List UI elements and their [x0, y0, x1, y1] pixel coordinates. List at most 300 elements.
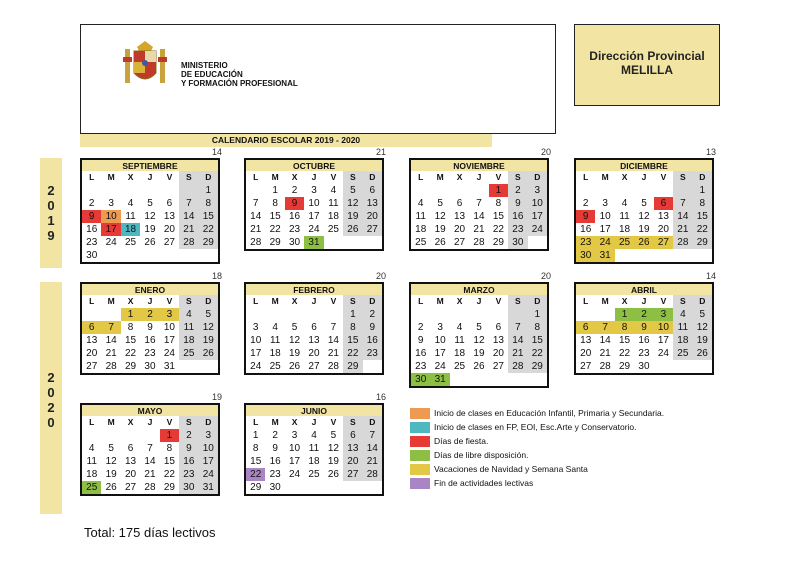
day-cell: 10 [654, 321, 673, 334]
day-cell: 19 [693, 334, 712, 347]
day-cell: 6 [495, 322, 502, 333]
day-cell: 11 [673, 321, 692, 334]
city-label: MELILLA [621, 63, 673, 77]
day-cell: 16 [415, 348, 427, 359]
day-cell: 26 [634, 236, 653, 249]
day-cell: 27 [86, 361, 98, 372]
day-cell: 24 [105, 237, 117, 248]
day-cell: 10 [528, 197, 547, 210]
total-days: Total: 175 días lectivos [84, 525, 216, 540]
month-octubre [244, 158, 384, 251]
day-cell: 20 [343, 455, 362, 468]
day-cell: 23 [363, 347, 382, 360]
day-cell: 18 [454, 348, 466, 359]
day-cell: 11 [179, 321, 198, 334]
day-cell: 19 [343, 210, 362, 223]
ministry-line: MINISTERIO [181, 61, 228, 70]
month-noviembre [409, 158, 549, 251]
day-cell: 6 [654, 197, 673, 210]
month-septiembre [80, 158, 220, 264]
day-cell: 5 [330, 430, 337, 441]
year-label-2020 [40, 282, 62, 514]
legend-swatch [410, 422, 430, 433]
month-title: OCTUBRE [246, 160, 382, 171]
day-cell: 21 [144, 469, 156, 480]
day-cell: 13 [125, 456, 137, 467]
day-cell: 24 [163, 348, 175, 359]
day-cell: 20 [657, 224, 669, 235]
day-cell: 8 [495, 198, 502, 209]
day-cell: 12 [327, 443, 339, 454]
legend-label: Fin de actividades lectivas [434, 478, 534, 488]
weekday-header: J [641, 172, 647, 182]
day-cell: 18 [619, 224, 631, 235]
day-cell: 6 [127, 443, 134, 454]
day-cell: 7 [101, 321, 120, 334]
month-count-febrero: 20 [375, 271, 386, 281]
weekday-header: J [147, 296, 153, 306]
day-cell: 4 [456, 322, 463, 333]
day-cell: 26 [327, 469, 339, 480]
day-cell: 8 [127, 322, 134, 333]
day-cell: 4 [311, 430, 317, 441]
day-cell: 28 [179, 236, 198, 249]
day-cell: 10 [101, 210, 120, 223]
day-cell: 15 [163, 456, 175, 467]
weekday-header: V [660, 172, 667, 182]
day-cell: 13 [363, 197, 382, 210]
day-cell: 23 [179, 468, 198, 481]
day-cell: 24 [289, 469, 301, 480]
day-cell: 10 [199, 442, 218, 455]
day-cell: 4 [417, 198, 424, 209]
day-cell: 28 [673, 236, 692, 249]
weekday-header: D [199, 295, 218, 308]
weekday-header: V [330, 296, 337, 306]
day-cell: 16 [638, 335, 650, 346]
day-cell: 7 [508, 321, 527, 334]
day-cell: 30 [269, 482, 281, 493]
legend-label: Inicio de clases en Educación Infantil, Primaria y Secundaria. [434, 408, 665, 418]
day-cell: 27 [125, 482, 137, 493]
day-cell: 17 [163, 335, 175, 346]
day-cell: 3 [602, 198, 608, 209]
day-cell: 7 [673, 197, 692, 210]
empty-cell [595, 184, 614, 197]
day-cell: 2 [291, 185, 298, 196]
month-count-noviembre: 20 [540, 147, 551, 157]
day-cell: 25 [415, 237, 427, 248]
weekday-header: M [107, 417, 115, 427]
legend-label: Inicio de clases en FP, EOI, Esc.Arte y Conservatorio. [434, 422, 637, 432]
weekday-header: M [436, 296, 444, 306]
day-cell: 30 [179, 481, 198, 494]
day-cell: 30 [411, 373, 430, 386]
day-cell: 13 [492, 335, 504, 346]
day-cell: 9 [179, 442, 198, 455]
weekday-header: L [253, 172, 259, 182]
weekday-header: S [343, 295, 362, 308]
day-cell: 7 [363, 429, 382, 442]
day-cell: 8 [166, 443, 173, 454]
weekday-header: X [621, 296, 628, 306]
weekday-header: M [271, 296, 279, 306]
weekday-header: V [330, 417, 337, 427]
day-cell: 26 [473, 361, 485, 372]
day-cell: 29 [125, 361, 137, 372]
weekday-header: X [456, 172, 463, 182]
legend-swatch [410, 478, 430, 489]
weekday-header: V [495, 172, 502, 182]
day-cell: 9 [363, 321, 382, 334]
day-cell: 4 [330, 185, 337, 196]
day-cell: 16 [179, 455, 198, 468]
month-count-octubre: 21 [375, 147, 386, 157]
day-cell: 11 [328, 198, 339, 209]
legend-label: Días de fiesta. [434, 436, 489, 446]
day-cell: 21 [327, 348, 339, 359]
day-cell: 3 [252, 322, 259, 333]
empty-cell [101, 308, 120, 321]
day-cell: 5 [641, 198, 647, 209]
day-cell: 5 [437, 198, 443, 209]
day-cell: 30 [576, 249, 595, 262]
day-cell: 18 [415, 224, 427, 235]
day-cell: 1 [693, 184, 712, 197]
day-cell: 18 [327, 211, 339, 222]
day-cell: 31 [595, 249, 614, 262]
empty-cell [121, 429, 140, 442]
month-abril [574, 282, 714, 375]
day-cell: 9 [634, 321, 653, 334]
empty-cell [450, 308, 469, 321]
day-cell: 4 [88, 443, 95, 454]
day-cell: 6 [166, 198, 173, 209]
day-cell: 12 [638, 211, 650, 222]
day-cell: 7 [179, 197, 198, 210]
day-cell: 22 [125, 348, 137, 359]
legend-swatch [410, 436, 430, 447]
day-cell: 6 [343, 429, 362, 442]
day-cell: 15 [619, 335, 631, 346]
day-cell: 21 [473, 224, 485, 235]
legend-item [410, 406, 664, 420]
day-cell: 9 [82, 210, 101, 223]
day-cell: 25 [125, 237, 137, 248]
year-digit: 2 [47, 370, 55, 385]
month-title: MARZO [411, 284, 547, 295]
empty-cell [285, 308, 304, 321]
day-cell: 22 [528, 347, 547, 360]
empty-cell [411, 308, 430, 321]
month-grid [411, 171, 547, 249]
day-cell: 1 [343, 308, 362, 321]
day-cell: 1 [199, 184, 218, 197]
month-title: ABRIL [576, 284, 712, 295]
month-title: ENERO [82, 284, 218, 295]
day-cell: 25 [615, 236, 634, 249]
day-cell: 10 [599, 211, 611, 222]
day-cell: 11 [86, 456, 97, 467]
empty-cell [101, 184, 120, 197]
weekday-header: V [166, 172, 173, 182]
day-cell: 23 [508, 223, 527, 236]
day-cell: 27 [308, 361, 320, 372]
day-cell: 30 [144, 361, 156, 372]
day-cell: 24 [657, 348, 669, 359]
day-cell: 2 [634, 308, 653, 321]
weekday-header: V [330, 172, 337, 182]
weekday-header: D [528, 295, 547, 308]
day-cell: 27 [580, 361, 592, 372]
day-cell: 22 [343, 347, 362, 360]
weekday-header: J [476, 296, 482, 306]
weekday-header: V [495, 296, 502, 306]
day-cell: 1 [615, 308, 634, 321]
day-cell: 2 [179, 429, 198, 442]
day-cell: 10 [250, 335, 262, 346]
year-digit: 1 [47, 213, 55, 228]
month-febrero [244, 282, 384, 375]
weekday-header: M [601, 172, 609, 182]
year-digit: 2 [47, 400, 55, 415]
day-cell: 20 [580, 348, 592, 359]
empty-cell [615, 184, 634, 197]
weekday-header: M [601, 296, 609, 306]
day-cell: 23 [576, 236, 595, 249]
day-cell: 27 [363, 223, 382, 236]
day-cell: 23 [289, 224, 301, 235]
day-cell: 13 [580, 335, 592, 346]
month-enero [80, 282, 220, 375]
weekday-header: S [508, 295, 527, 308]
empty-cell [265, 308, 284, 321]
day-cell: 21 [105, 348, 117, 359]
day-cell: 3 [437, 322, 443, 333]
day-cell: 24 [308, 224, 320, 235]
day-cell: 18 [179, 334, 198, 347]
day-cell: 24 [199, 468, 218, 481]
day-cell: 19 [289, 348, 301, 359]
weekday-header: L [253, 296, 259, 306]
day-cell: 4 [272, 322, 278, 333]
day-cell: 21 [599, 348, 611, 359]
day-cell: 29 [492, 237, 504, 248]
day-cell: 5 [108, 443, 114, 454]
weekday-header: X [621, 172, 628, 182]
day-cell: 28 [144, 482, 156, 493]
legend-item [410, 476, 664, 490]
day-cell: 9 [417, 335, 424, 346]
day-cell: 31 [199, 481, 218, 494]
year-digit: 0 [47, 385, 55, 400]
day-cell: 27 [163, 237, 175, 248]
day-cell: 25 [269, 361, 281, 372]
weekday-header: M [436, 172, 444, 182]
weekday-header: D [199, 171, 218, 184]
legend-label: Días de libre disposición. [434, 450, 529, 460]
month-count-abril: 14 [705, 271, 716, 281]
day-cell: 17 [657, 335, 669, 346]
day-cell: 8 [343, 321, 362, 334]
day-cell: 8 [252, 443, 259, 454]
weekday-header: L [89, 296, 95, 306]
day-cell: 11 [125, 211, 136, 222]
day-cell: 12 [343, 197, 362, 210]
month-grid [82, 295, 218, 373]
day-cell: 14 [179, 210, 198, 223]
weekday-header: X [291, 172, 298, 182]
day-cell: 17 [199, 455, 218, 468]
day-cell: 14 [673, 210, 692, 223]
day-cell: 22 [693, 223, 712, 236]
day-cell: 17 [308, 211, 320, 222]
day-cell: 29 [269, 237, 281, 248]
day-cell: 31 [304, 236, 323, 249]
day-cell: 20 [454, 224, 466, 235]
month-grid [246, 295, 382, 373]
empty-cell [673, 184, 692, 197]
month-count-diciembre: 13 [705, 147, 716, 157]
day-cell: 18 [121, 223, 140, 236]
empty-cell [469, 308, 488, 321]
weekday-header: J [476, 172, 482, 182]
day-cell: 2 [582, 198, 589, 209]
day-cell: 4 [621, 198, 628, 209]
day-cell: 25 [308, 469, 320, 480]
day-cell: 29 [163, 482, 175, 493]
day-cell: 16 [86, 224, 98, 235]
day-cell: 12 [434, 211, 446, 222]
month-grid [576, 295, 712, 373]
day-cell: 6 [82, 321, 101, 334]
year-digit: 2 [47, 183, 55, 198]
day-cell: 15 [125, 335, 137, 346]
empty-cell [82, 308, 101, 321]
day-cell: 6 [456, 198, 463, 209]
day-cell: 14 [473, 211, 485, 222]
year-digit: 9 [47, 228, 55, 243]
day-cell: 2 [417, 322, 424, 333]
day-cell: 9 [272, 443, 278, 454]
day-cell: 28 [327, 361, 339, 372]
day-cell: 13 [163, 211, 175, 222]
weekday-header: S [343, 416, 362, 429]
day-cell: 2 [272, 430, 278, 441]
month-count-mayo: 19 [211, 392, 222, 402]
direccion-label: Dirección Provincial [589, 49, 705, 63]
day-cell: 14 [105, 335, 117, 346]
day-cell: 5 [476, 322, 482, 333]
empty-cell [179, 184, 198, 197]
day-cell: 18 [269, 348, 281, 359]
day-cell: 22 [619, 348, 631, 359]
day-cell: 22 [246, 468, 265, 481]
empty-cell [508, 308, 527, 321]
day-cell: 25 [179, 347, 198, 360]
day-cell: 22 [492, 224, 504, 235]
day-cell: 13 [657, 211, 669, 222]
day-cell: 8 [272, 198, 278, 209]
day-cell: 20 [492, 348, 504, 359]
weekday-header: X [291, 296, 298, 306]
day-cell: 26 [199, 347, 218, 360]
day-cell: 11 [308, 443, 320, 454]
day-cell: 3 [311, 185, 317, 196]
month-count-septiembre: 14 [211, 147, 222, 157]
month-grid [246, 416, 382, 494]
empty-cell [324, 308, 343, 321]
day-cell: 10 [308, 198, 320, 209]
day-cell: 21 [673, 223, 692, 236]
day-cell: 30 [289, 237, 301, 248]
day-cell: 24 [434, 361, 446, 372]
day-cell: 18 [86, 469, 98, 480]
day-cell: 7 [147, 443, 153, 454]
day-cell: 19 [144, 224, 156, 235]
month-count-enero: 18 [211, 271, 222, 281]
day-cell: 10 [434, 335, 446, 346]
month-grid [411, 295, 547, 386]
day-cell: 11 [454, 335, 465, 346]
weekday-header: S [343, 171, 362, 184]
day-cell: 18 [308, 456, 320, 467]
day-cell: 16 [363, 334, 382, 347]
empty-cell [450, 184, 469, 197]
day-cell: 5 [693, 308, 712, 321]
day-cell: 6 [576, 321, 595, 334]
weekday-header: M [107, 296, 115, 306]
day-cell: 16 [144, 335, 156, 346]
weekday-header: M [107, 172, 115, 182]
weekday-header: S [179, 171, 198, 184]
day-cell: 2 [363, 308, 382, 321]
day-cell: 3 [199, 429, 218, 442]
day-cell: 28 [363, 468, 382, 481]
weekday-header: S [179, 295, 198, 308]
day-cell: 20 [308, 348, 320, 359]
weekday-header: V [660, 296, 667, 306]
day-cell: 17 [599, 224, 611, 235]
day-cell: 11 [269, 335, 281, 346]
day-cell: 20 [86, 348, 98, 359]
empty-cell [160, 184, 179, 197]
day-cell: 1 [160, 429, 179, 442]
day-cell: 6 [363, 184, 382, 197]
weekday-header: J [311, 296, 317, 306]
ministry-name [181, 61, 298, 88]
day-cell: 1 [272, 185, 278, 196]
day-cell: 26 [289, 361, 301, 372]
day-cell: 14 [250, 211, 262, 222]
day-cell: 14 [508, 334, 527, 347]
day-cell: 25 [327, 224, 339, 235]
weekday-header: S [673, 171, 692, 184]
day-cell: 29 [693, 236, 712, 249]
weekday-header: D [199, 416, 218, 429]
weekday-header: J [147, 417, 153, 427]
weekday-header: J [311, 417, 317, 427]
empty-cell [82, 429, 101, 442]
day-cell: 17 [289, 456, 301, 467]
day-cell: 30 [508, 236, 527, 249]
month-count-marzo: 20 [540, 271, 551, 281]
day-cell: 19 [473, 348, 485, 359]
weekday-header: D [363, 171, 382, 184]
weekday-header: M [271, 417, 279, 427]
empty-cell [430, 308, 449, 321]
day-cell: 29 [199, 236, 218, 249]
